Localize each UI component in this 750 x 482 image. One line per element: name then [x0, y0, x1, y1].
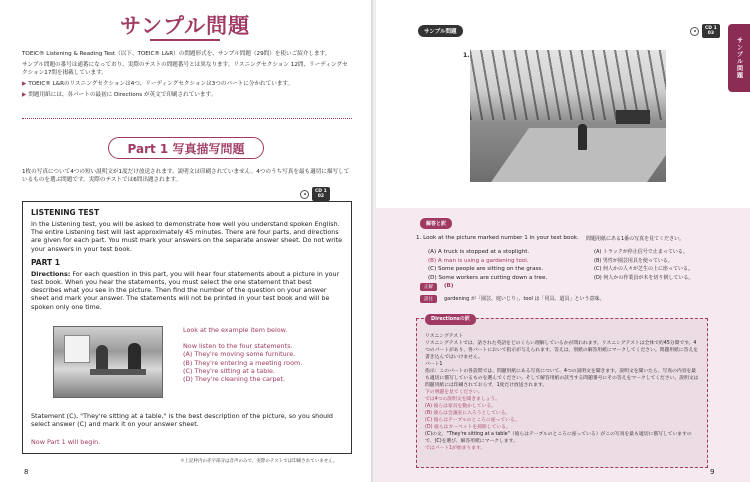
directions-translation-box	[416, 318, 708, 468]
sample-tag: サンプル問題	[418, 25, 463, 37]
intro-bullet-2	[22, 91, 352, 99]
example-item	[183, 326, 343, 383]
dir-title: リスニングテスト	[425, 334, 463, 339]
directions-text: For each question in this part, you will hear four statements about a picture in your test book. When you hear the statements, you must select the one statement that best describes what you see in the picture. Then find the number of the question on your answer sheet and mark your answer. The statements will not be printed in your test book and will be spoken only one time.	[31, 269, 340, 311]
answer-tag: 解答と訳	[420, 218, 452, 229]
intro-bullet-1	[22, 80, 352, 88]
page-number: 9	[710, 468, 715, 476]
directions-label: Directions:	[31, 269, 71, 278]
answer-choices	[428, 248, 578, 282]
listening-test-intro: In the Listening test, you will be asked to demonstrate how well you understand spoken English. The entire Listening test will last approximately 45 minutes. There are four parts, and directions are given for each part. You must mark your answers on the separate answer sheet. Do not write your answers in your test book.	[31, 220, 343, 253]
part-1-title: PART 1	[31, 257, 60, 267]
choice-a: (A) A truck is stopped at a stoplight.	[428, 249, 530, 255]
dir-example-intro: 下の例題を見てください。	[425, 390, 483, 395]
listening-test-title: LISTENING TEST	[31, 208, 100, 217]
cd-track-label: CD 1 03	[702, 24, 720, 38]
part-begin-text: Now Part 1 will begin.	[31, 438, 101, 446]
question-number: 1.	[463, 52, 470, 59]
example-choice-c: (C) They're sitting at a table.	[183, 366, 276, 375]
dir-example-a: (A) 彼らは家具を動かしている。	[425, 404, 496, 409]
directions-translation-head: Directionsの訳	[425, 314, 476, 325]
answer-section	[376, 208, 750, 482]
dir-example-listen: では4つの説明文を聞きましょう。	[425, 397, 501, 402]
right-page	[376, 0, 750, 482]
photo-truck	[616, 110, 650, 124]
intro-line-1: TOEIC® Listening & Reading Test（以下、TOEIC® L&R）の問題形式を、サンプル問題（29問）を使いご紹介します。	[22, 51, 331, 57]
dir-statement: (C)の文、"They're sitting at a table"（彼らはテーブルのところに座っている）がこの写真を最も適切に描写していますので、(C)を選び、解答用紙にマークします。	[425, 432, 692, 444]
choice-b: (B) A man is using a gardening tool.	[428, 257, 529, 264]
intro-bullet-1-text: TOEIC® L&Rのリスニングセクションは4つ、リーディングセクションは3つのパートに分かれています。	[28, 81, 294, 87]
choice-a-ja: (A) トラックが停止信号で止まっている。	[594, 249, 688, 255]
dir-example-d: (D) 彼らはカーペットを掃除している。	[425, 425, 511, 430]
part-description: 1枚の写真について4つの短い説明文が1度だけ放送されます。説明文は印刷されていません。4つのうち写真を最も適切に描写しているものを選ぶ問題です。実際のテストでは6問出題されます。	[22, 169, 350, 183]
page-number: 8	[24, 468, 29, 476]
question-photo	[470, 50, 666, 182]
question-text: 1. Look at the picture marked number 1 in your test book.	[416, 235, 579, 241]
choice-d: (D) Some workers are cutting down a tree.	[428, 274, 548, 281]
photo-table	[90, 369, 146, 375]
cd-icon	[690, 27, 699, 36]
dir-line-1: リスニングテストでは、話された英語をどのくらい理解しているかが問われます。リスニングテストは全体で約45分間です。4つのパートがあり、各パートにおいて指示が与えられます。答えは、別紙の解答用紙にマークしてください。問題用紙に答えを書き込んではいけません。	[425, 341, 699, 360]
dir-example-b: (B) 彼らは会議室に入ろうとしている。	[425, 411, 511, 416]
photo-man	[578, 124, 587, 150]
example-intro: Look at the example item below.	[183, 326, 288, 334]
example-choice-d: (D) They're cleaning the carpet.	[183, 375, 286, 384]
choice-c-ja: (C) 何人かの人々が芝生の上に座っている。	[594, 266, 693, 273]
question-translation: 問題用紙にある1番の写真を見てください。	[586, 236, 685, 242]
title-underline	[150, 39, 220, 41]
dir-line-2: 指示：このパートの各設問では、問題用紙にある写真について、4つの説明文を聞きます。説明文を聞いたら、写真の内容を最も適切に描写しているものを選んでください。そして解答用紙の該当する問題番号にその答えをマークしてください。説明文は問題用紙には印刷されておらず、1度だけ放送されます。	[425, 369, 699, 388]
part-1-directions	[31, 270, 343, 311]
vocab-label: 語注	[420, 295, 437, 303]
example-choice-b: (B) They're entering a meeting room.	[183, 358, 303, 367]
answer-value: (B)	[444, 283, 454, 289]
choice-c: (C) Some people are sitting on the grass.	[428, 266, 544, 273]
part-heading: Part 1 写真描写問題	[108, 137, 264, 159]
intro-text	[22, 50, 352, 102]
side-tab-label: サンプル問題	[735, 37, 743, 79]
cd-track-marker	[690, 24, 720, 38]
cd-track-label: CD 1 02	[312, 187, 330, 201]
dir-example-c: (C) 彼らはテーブルのところに座っている。	[425, 418, 520, 423]
cd-track-marker	[300, 187, 330, 201]
triangle-bullet-icon: ▶	[22, 81, 27, 87]
example-statement: Statement (C), "They're sitting at a table," is the best description of the picture, so you should select answer (C) and mark it on your answer sheet.	[31, 412, 333, 429]
photo-person-1	[96, 345, 108, 371]
left-page	[0, 0, 373, 482]
choice-b-ja: (B) 男性が園芸用具を使っている。	[594, 257, 673, 264]
side-tab	[728, 24, 750, 92]
dir-begin: ではパート1が始まります。	[425, 446, 486, 451]
answer-label: 正解	[420, 283, 437, 291]
dir-part: パート1	[425, 362, 443, 367]
footnote: ＊上記枠内の赤字部分は音声のみで、実際のテストでは印刷されていません。	[180, 459, 338, 464]
photo-whiteboard	[64, 335, 90, 363]
answer-choices-translation	[594, 248, 744, 282]
cd-icon	[300, 190, 309, 199]
vocab-note: gardening が「園芸、庭いじり」、tool は「用具、道具」という意味。	[444, 296, 605, 302]
example-photo	[53, 326, 163, 398]
page-title: サンプル問題	[120, 14, 251, 38]
example-choice-a: (A) They're moving some furniture.	[183, 350, 296, 359]
listening-test-box	[22, 201, 352, 454]
triangle-bullet-icon: ▶	[22, 92, 27, 98]
intro-line-2: サンプル問題の番号は通番になっており、実際のテストの問題番号とは異なります。リスニングセクション 12問、リーディングセクション17問を掲載しています。	[22, 62, 348, 76]
section-divider	[22, 118, 352, 119]
example-listen: Now listen to the four statements.	[183, 342, 293, 351]
choice-d-ja: (D) 何人かの作業員が木を切り倒している。	[594, 274, 694, 281]
intro-bullet-2-text: 問題用紙には、各パートの最初に Directions が英文で印刷されています。	[28, 92, 217, 98]
